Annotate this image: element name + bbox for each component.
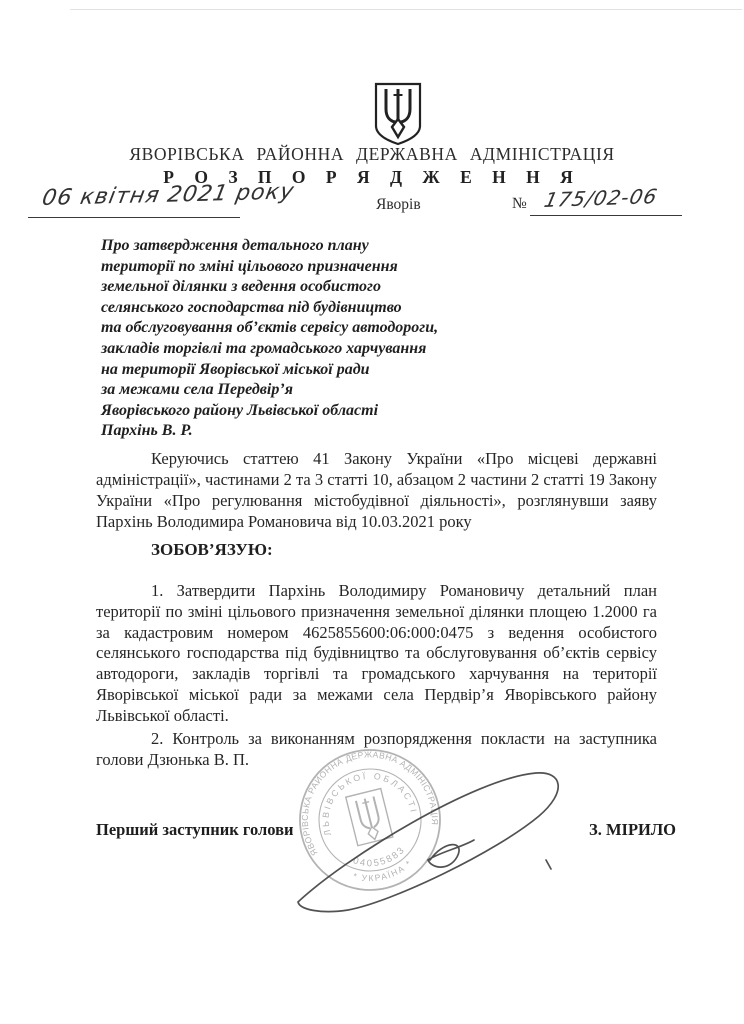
number-label: № xyxy=(512,195,527,212)
signature-scrawl xyxy=(270,740,590,930)
subject-line: закладів торгівлі та громадського харчування xyxy=(101,339,427,357)
subject-line: за межами села Передвір’я xyxy=(101,381,293,399)
resolve-word: ЗОБОВ’ЯЗУЮ: xyxy=(151,540,273,559)
stamp-code: 04055883 xyxy=(351,844,408,870)
place-name: Яворів xyxy=(376,196,421,213)
stamp-inner-text: ЛЬВІВСЬКОЇ ОБЛАСТІ xyxy=(320,770,420,837)
subject-line: Пархінь В. Р. xyxy=(101,422,193,440)
subject-line: території по зміні цільового призначення xyxy=(101,257,398,275)
stamp-country-text: * УКРАЇНА * xyxy=(352,857,415,884)
order-item-2: 2. Контроль за виконанням розпорядження покласти на заступника голови Дзюнька В. П. xyxy=(96,729,657,769)
subject-line: селянського господарства під будівництво xyxy=(101,298,402,316)
subject-line: земельної ділянки з ведення особистого xyxy=(101,278,381,296)
tryzub-coat-of-arms-icon xyxy=(372,82,424,146)
subject-block xyxy=(101,236,521,442)
subject-line: та обслуговування об’єктів сервісу автодороги, xyxy=(101,319,439,337)
stamp-outer-text: ЯВОРІВСЬКА РАЙОННА ДЕРЖАВНА АДМІНІСТРАЦІЯ xyxy=(299,749,440,858)
org-name: ЯВОРІВСЬКА РАЙОННА ДЕРЖАВНА АДМІНІСТРАЦІЯ xyxy=(129,144,615,164)
doc-type-title: Р О З П О Р Я Д Ж Е Н Н Я xyxy=(163,167,581,187)
subject-line: Про затвердження детального плану xyxy=(101,237,369,254)
number-underline xyxy=(530,215,682,216)
lead-paragraph: Керуючись статтею 41 Закону України «Про місцеві державні адміністрації», частинами 2 та 3 статті 10, абзацом 2 частини 2 статті 19 Закону України «Про регулювання містобудівної діяльності», розглянувши заяву Пархінь Володимира Романовича від 10.03.2021 року xyxy=(96,449,657,531)
signer-position: Перший заступник голови xyxy=(96,820,294,839)
scan-edge-line xyxy=(70,9,742,10)
order-item-1: 1. Затвердити Пархінь Володимиру Романовичу детальний план території по зміні цільового призначення земельної ділянки площею 1.2000 га за кадастровим номером 4625855600:06:000:0475 з ведення особистого селянського господарства під будівництво та обслуговування об’єктів сервісу автодороги, закладів торгівлі та громадського харчування на території Яворівської міської ради за межами села Пердвір’я Яворівського району Львівської області. xyxy=(96,581,657,725)
signer-name: З. МІРИЛО xyxy=(589,820,676,839)
date-handwritten: 06 квітня 2021 року xyxy=(40,179,297,211)
subject-line: Яворівського району Львівської області xyxy=(101,401,379,419)
subject-line: на території Яворівської міської ради xyxy=(101,360,370,378)
date-underline xyxy=(28,217,240,218)
number-handwritten: 175/02-06 xyxy=(542,184,661,212)
